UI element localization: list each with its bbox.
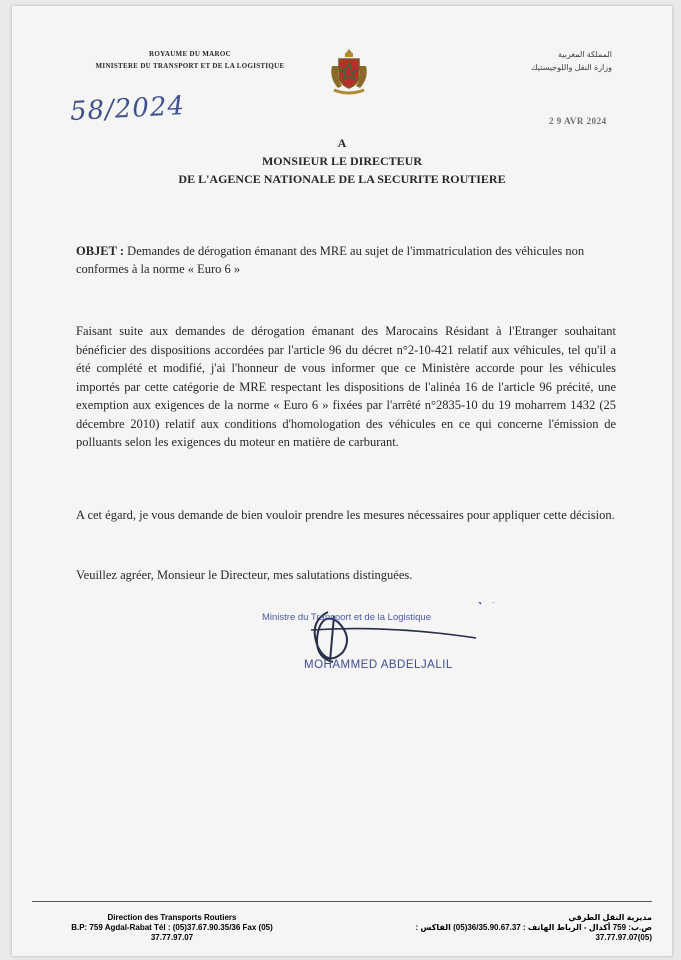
footer-fr (42, 913, 302, 943)
header-fr-line1: ROYAUME DU MAROC (149, 50, 231, 58)
objet-label: OBJET : (76, 244, 125, 258)
header-ar-line2: وزارة النقل واللوجيستيك (531, 63, 612, 72)
recipient-to: A (337, 136, 347, 150)
body-paragraph-2: A cet égard, je vous demande de bien vouloir prendre les mesures nécessaires pour appliquer cette décision. (76, 508, 615, 522)
recipient-line1: MONSIEUR LE DIRECTEUR (261, 154, 423, 168)
header-fr-line2: MINISTERE DU TRANSPORT ET DE LA LOGISTIQUE (95, 62, 285, 70)
body-closing: Veuillez agréer, Monsieur le Directeur, mes salutations distinguées. (76, 568, 413, 582)
objet (76, 242, 612, 278)
body-paragraph-1: Faisant suite aux demandes de dérogation émanant des Marocains Résidant à l'Etranger souhaitant bénéficier des dispositions accordées par l'article 96 du décret n°2-10-421 relatif aux véhicules, tel qu'il a été complété et modifié, j'ai l'honneur de vous informer que ce Ministère accorde pour les véhicules importés par cette catégorie de MRE respectant les dispositions de l'alinéa 16 de l'article 96 précité, une exemption aux exigences de la norme « Euro 6 » fixées par l'arrêté n°2835-10 du 19 moharrem 1432 (25 décembre 2010) relatif aux conditions d'homologation des véhicules en ce qui concerne l'émission de polluants selon les exigences du moteur en matière de carburant. (76, 324, 616, 449)
reference-number: 58/2024 (69, 91, 186, 127)
signature-ministre: Ministre du Transport et de la Logistique (262, 612, 431, 623)
footer-fr-line1: Direction des Transports Routiers (107, 913, 237, 922)
footer-ar (382, 913, 652, 943)
footer-divider (32, 901, 652, 902)
footer-ar-line1: مديرية النقل الطرقي (568, 913, 652, 922)
objet-text: Demandes de dérogation émanant des MRE au sujet de l'immatriculation des véhicules non conformes à la norme « Euro 6 » (76, 244, 585, 276)
footer-ar-line2: ص.ب: 759 أكدال - الرباط الهاتف : 36/35.90.67.37(05) الفاكس : (415, 923, 652, 932)
letter-page (12, 6, 672, 956)
moroccan-coat-of-arms-icon (324, 46, 374, 96)
footer-fr-line2: B.P: 759 Agdal-Rabat Tél : (05)37.67.90.35/36 Fax (05) (71, 923, 273, 932)
header-ar (442, 50, 612, 72)
header-fr (70, 50, 310, 70)
signature-name: MOHAMMED ABDELJALIL (304, 659, 453, 671)
footer-fr-line3: 37.77.97.07 (150, 933, 194, 942)
footer-ar-line3: (05)37.77.97.07 (595, 933, 652, 942)
header-ar-line1: المملكة المغربية (558, 50, 612, 59)
date-stamp: 2 9 AVR 2024 (549, 116, 607, 126)
recipient-line2: DE L'AGENCE NATIONALE DE LA SECURITE ROUTIERE (178, 172, 506, 186)
